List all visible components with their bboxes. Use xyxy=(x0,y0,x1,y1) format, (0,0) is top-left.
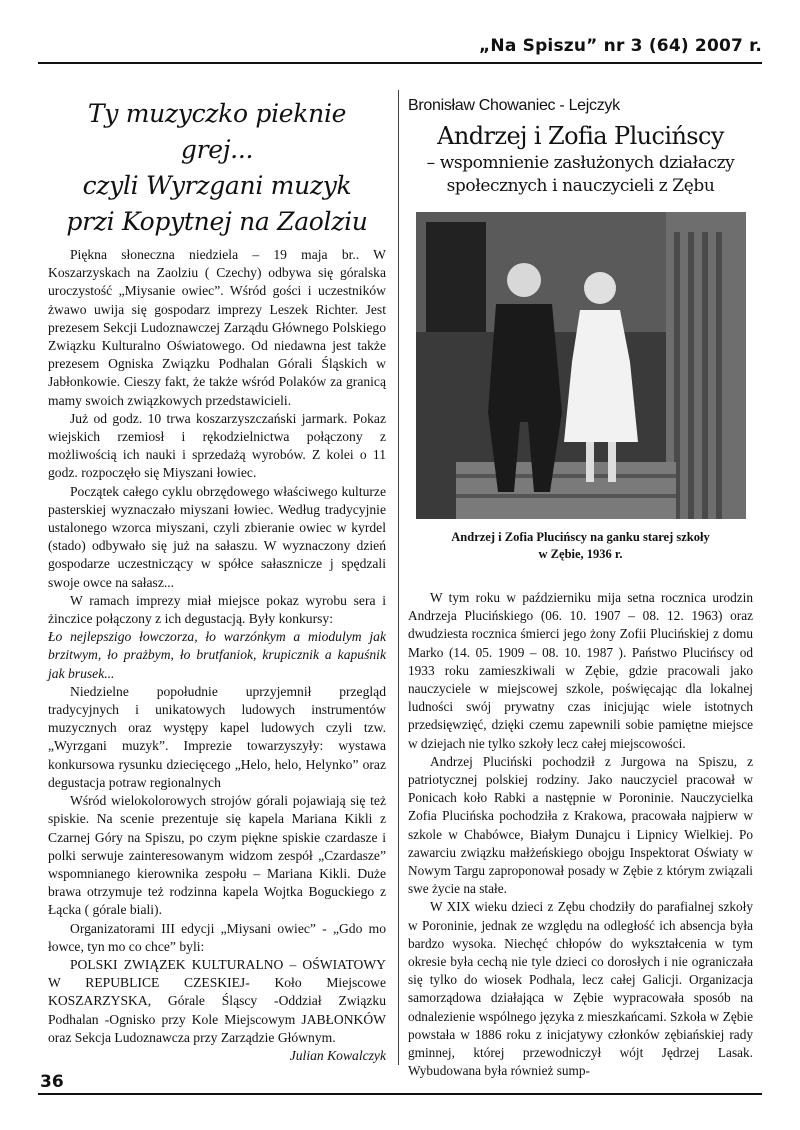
left-article xyxy=(48,96,386,1065)
right-article-subtitle xyxy=(408,152,753,198)
right-article-title: Andrzej i Zofia Plucińscy xyxy=(437,122,724,150)
publication-header: „Na Spiszu” nr 3 (64) 2007 r. xyxy=(479,36,762,56)
paragraph: W tym roku w październiku mija setna rocznica urodzin Andrzeja Plucińskiego (06. 10. 1907 – 08. 12. 1963) oraz dwudziesta rocznica śmierci jego żony Zofii Plucińskiej z domu Marko (14. 05. 1909 – 08. 10. 1987 ). Państwo Plucińscy od 1933 roku zamieszkiwali w Zębie, gdzie pracowali jako nauczyciele w miejscowej szkole, poświęcając dla lokalnej ludności swój prywatny czas inicjując wiele istotnych przedsięwzięć, dzięki czemu zapewnili sobie pamiętne miejsce w dziejach nie tylko szkoły lecz całej miejscowości. xyxy=(408,590,753,751)
paragraph: Organizatorami III edycji „Miysani owiec” - „Gdo mo łowce, tyn mo co chce” byli: xyxy=(48,920,386,954)
column-divider xyxy=(398,90,399,1065)
page-number: 36 xyxy=(40,1072,64,1092)
footer-rule xyxy=(38,1093,762,1095)
couple-photo-image xyxy=(416,212,746,519)
left-article-body xyxy=(48,246,386,1047)
author-name: Bronisław Chowaniec - Lejczyk xyxy=(408,97,620,114)
paragraph: Początek całego cyklu obrzędowego właściwego kulturze pasterskiej wyznaczało miyszani łowiec. Według tradycyjnie ustalonego wzorca miyszani, czyli zbieranie owiec w kyrdel (stado) odbywało się już na sałaszu. W wyznaczony dzień gospodarze uczestniczący w spółce sałasznicze j spędzali swoje owce na sałasz... xyxy=(48,483,386,590)
right-article-body xyxy=(408,589,753,1080)
author-signature: Julian Kowalczyk xyxy=(289,1047,386,1063)
caption-line: w Zębie, 1936 r. xyxy=(538,547,623,561)
paragraph: W ramach imprezy miał miejsce pokaz wyrobu sera i żinczice połączony z ich degustacją. Były konkursy: xyxy=(48,592,386,627)
paragraph: Już od godz. 10 trwa koszarzyszczański jarmark. Pokaz wiejskich rzemiosł i rękodzielnictwa połączony z możliwością ich nauki i sprzedażą wyrobów. Z kolei o 11 godz. rozpoczęło się Miyszani łowiec. xyxy=(48,410,386,481)
organizers-list: POLSKI ZWIĄZEK KULTURALNO – OŚWIATOWY W REPUBLICE CZESKIEJ- Koło Miejscowe KOSZARZYSKA, Górale Śląscy -Oddział Związku Podhalan -Ognisko przy Kole Miejscowym JABŁONKÓW oraz Sekcja Ludoznawcza przy Zarządzie Głównym. xyxy=(48,956,386,1045)
paragraph: Wśród wielokolorowych strojów górali pojawiają się też spiskie. Na scenie prezentuje się kapela Mariana Kikli z Czarnej Góry na Spiszu, po czym piękne spiskie czardasze i polki serwuje zainteresowanym widzom zespół „Czardasze” wspomnianego kierownika zespołu – Mariana Kikli. Duże brawa otrzymuje też rodzinna kapela Wojtka Boguckiego z Łącka ( górale biali). xyxy=(48,793,386,918)
paragraph: Niedzielne popołudnie uprzyjemnił przegląd tradycyjnych i unikatowych ludowych instrumentów muzycznych oraz występy kapel ludowych czyli tzw. „Wyrzgani muzyk”. Imprezie towarzyszyły: wystawa konkursowa rysunku dziecięcego „Helo, helo, Helynko” oraz degustacja potraw regionalnych xyxy=(48,683,386,790)
subtitle-line: – wspomnienie zasłużonych działaczy xyxy=(426,153,735,173)
paragraph: Piękna słoneczna niedziela – 19 maja br.. W Koszarzyskach na Zaolziu ( Czechy) odbywa się góralska uroczystość „Miysanie owiec”. Wśród gości i uczestników żwawo uwija się gospodarz imprezy Leszek Richter. Jest prezesem Sekcji Ludoznawczej Zarządu Głównego Polskiego Związku Kulturalno Oświatowego. Od niedawna jest także prezesem Ogniska Związku Podhalan Górali Śląskich w Jabłonkowie. Cieszy fakt, że także wśród Polaków za granicą mamy swoich związkowych przedstawicieli. xyxy=(48,247,386,408)
contest-list: Ło nejlepszigo łowczorza, ło warzónkym a miodulym jak brzitwym, ło prażbym, ło brutfaniok, krupicznik a kapuśnik jak brusek... xyxy=(48,629,386,681)
caption-line: Andrzej i Zofia Plucińscy na ganku starej szkoły xyxy=(451,530,710,544)
title-line: Ty muzyczko pieknie grej... xyxy=(87,99,347,164)
subtitle-line: społecznych i nauczycieli z Zębu xyxy=(446,176,715,196)
left-article-title xyxy=(48,96,386,240)
title-line: czyli Wyrzgani muzyk xyxy=(82,171,352,200)
header-rule xyxy=(38,62,762,64)
title-line: przi Kopytnej na Zaolziu xyxy=(66,207,368,236)
paragraph: Andrzej Pluciński pochodził z Jurgowa na Spiszu, z patriotycznej polskiej rodziny. Jako nauczyciel pracował w Ponicach koło Rabki a następnie w Poroninie. Nauczycielka Zofia Plucińska pochodziła z Krakowa, pracowała najpierw w szkole w Chabówce, Białym Dunajcu i Lipnicy Wielkiej. Po zawarciu związku małżeńskiego obojgu Inspektorat Oświaty w Nowym Targu zaproponował posady w Zębie z którym związali swe życie na stałe. xyxy=(408,753,753,897)
paragraph: W XIX wieku dzieci z Zębu chodziły do parafialnej szkoły w Poroninie, jednak ze względu na odległość ich absencja była bardzo wysoka. Niechęć chłopów do wykształcenia w tym okresie była cechą nie tyle dzieci co dorosłych i nie ograniczała się tylko do wiosek Podhala, lecz całej Galicji. Organizacja samorządowa działająca w Zębie wypracowała sposób na odnalezienie wspólnego języka z mieszkańcami. Szkoła w Zębie powstała w 1886 roku z inicjatywy członków zębiańskiej rady gminnej, której przewodniczył wójt Jędrzej Lasak. Wybudowana była również sump- xyxy=(408,899,753,1079)
right-article xyxy=(408,96,753,1080)
photo-caption xyxy=(408,529,753,563)
historical-photo xyxy=(416,212,746,519)
